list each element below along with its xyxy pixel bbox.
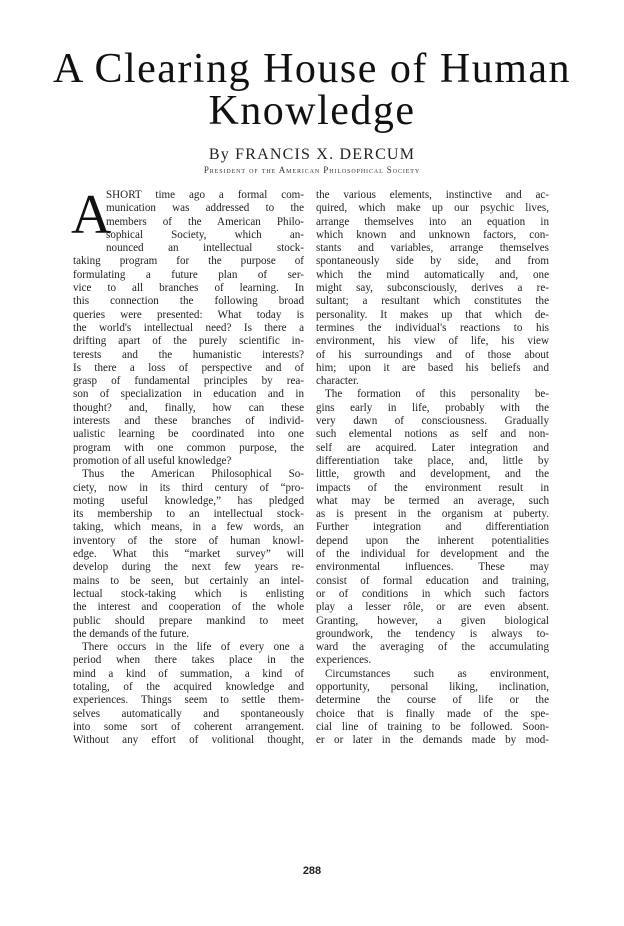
text-line: cial line of training to be followed. Soon- — [316, 720, 549, 733]
text-line: munication was addressed to the — [106, 202, 304, 215]
text-line: stants and variables, arrange themselves — [316, 242, 549, 255]
text-line: queries were presented: What today is — [73, 308, 304, 321]
text-line: character. — [316, 375, 359, 388]
text-line: determine the course of life or the — [316, 694, 549, 707]
text-line: SHORT time ago a formal com- — [106, 189, 304, 201]
text-line: environment, his view of life, his view — [316, 335, 549, 348]
text-line: its membership to an intellectual stock- — [73, 508, 304, 521]
page-number: 288 — [302, 865, 322, 877]
text-line: might say, subconsciously, derives a re- — [316, 282, 549, 295]
text-line: lectual stock-taking which is enlisting — [73, 587, 304, 600]
text-line: Thus the American Philosophical So- — [82, 468, 304, 481]
text-line: him; upon it are based his beliefs and — [316, 361, 549, 374]
text-line: moting useful knowledge,” has pledged — [73, 494, 304, 507]
text-line: groundwork, the tendency is always to- — [316, 627, 549, 640]
text-line: selves automatically and spontaneously — [73, 707, 304, 720]
text-line: self are acquired. Later integration and — [316, 441, 549, 454]
text-line: the world's intellectual need? Is there a — [73, 321, 304, 334]
text-line: taking program for the purpose of — [73, 255, 304, 268]
text-line: formulating a future plan of ser- — [73, 268, 304, 281]
text-line: what may be termed an average, such — [316, 494, 549, 507]
text-line: promotion of all useful knowledge? — [73, 454, 232, 467]
text-line: such elemental notions as self and non- — [316, 428, 549, 441]
text-line: choice that is finally made of the spe- — [316, 707, 549, 720]
text-line: members of the American Philo- — [106, 215, 304, 228]
text-line: son of specialization in education and in — [73, 388, 304, 401]
text-line: the various elements, instinctive and ac- — [316, 189, 549, 201]
text-line: very dawn of consciousness. Gradually — [316, 415, 549, 428]
text-line: mind a kind of summation, a kind of — [73, 667, 304, 680]
text-line: terests and the humanistic interests? — [73, 348, 304, 361]
text-line: vice to all branches of learning. In — [73, 282, 304, 295]
text-line: taking, which means, in a few words, an — [73, 521, 304, 534]
text-line: of his surroundings and of those about — [316, 348, 549, 361]
text-line: sultant; a resultant which constitutes the — [316, 295, 549, 308]
text-line: gins early in life, probably with the — [316, 401, 549, 414]
text-line: into some sort of coherent arrangement. — [73, 720, 304, 733]
text-line: ualistic learning be coordinated into one — [73, 428, 304, 441]
text-line: mains to be seen, but certainly an intel- — [73, 574, 304, 587]
text-line: personality. It makes up that which de- — [316, 308, 549, 321]
text-line: environmental influences. These may — [316, 561, 549, 574]
text-line: Further integration and differentiation — [316, 521, 549, 534]
left-text-column — [71, 184, 304, 747]
text-line: or of conditions in which such factors — [316, 587, 549, 600]
text-line: totaling, of the acquired knowledge and — [73, 680, 304, 693]
text-line: opportunity, personal liking, inclination, — [316, 680, 549, 693]
text-line: little, growth and development, and the — [316, 468, 549, 481]
text-line: public should prepare mankind to meet — [73, 614, 304, 627]
text-line: grasp of fundamental principles by rea- — [73, 375, 304, 388]
article-title-line-1: A Clearing House of Human — [52, 46, 572, 92]
author-byline: By FRANCIS X. DERCUM — [208, 146, 416, 163]
text-line: as is present in the organism at puberty. — [316, 508, 549, 521]
text-line: edge. What this “market survey” will — [73, 548, 304, 561]
text-line: which the mind automatically and, one — [316, 268, 549, 281]
text-line: the demands of the future. — [73, 627, 190, 640]
text-line: er or later in the demands made by mod- — [316, 734, 549, 747]
text-line: develop during the next few years re- — [73, 561, 304, 574]
text-line: Granting, however, a given biological — [316, 614, 549, 627]
text-line: differentiation take place, and, little by — [316, 454, 549, 467]
text-line: Without any effort of volitional thought, — [73, 734, 304, 747]
text-line: arrange themselves into an equation in — [316, 215, 549, 228]
text-line: program with one common purpose, the — [73, 441, 304, 454]
right-text-column — [316, 189, 549, 747]
text-line: the interest and cooperation of the whole — [73, 601, 304, 614]
text-line: sophical Society, which an- — [106, 228, 304, 241]
text-line: period when there takes place in the — [73, 654, 304, 667]
author-affiliation: President of the American Philosophical Society — [203, 165, 421, 175]
text-line: impacts of the environment result in — [316, 481, 549, 494]
text-line: The formation of this personality be- — [325, 388, 549, 401]
drop-cap-letter: A — [71, 184, 112, 246]
text-line: this connection the following broad — [73, 295, 304, 308]
text-line: inventory of the store of human knowl- — [73, 534, 304, 547]
text-line: nounced an intellectual stock- — [106, 242, 304, 255]
text-line: quired, which make up our psychic lives, — [316, 202, 549, 215]
text-line: ciety, now in its third century of “pro- — [73, 481, 304, 494]
text-line: spontaneously side by side, and from — [316, 255, 549, 268]
text-line: drifting apart of the purely scientific in- — [73, 335, 304, 348]
article-title-line-2: Knowledge — [208, 88, 416, 134]
text-line: interests and these branches of individ- — [73, 415, 304, 428]
text-line: of the individual for development and the — [316, 548, 549, 561]
text-line: which known and unknown factors, con- — [316, 228, 549, 241]
text-line: Circumstances such as environment, — [325, 667, 549, 680]
text-line: play a lesser rôle, or are even absent. — [316, 601, 549, 614]
text-line: thought? and, finally, how can these — [73, 401, 304, 414]
text-line: There occurs in the life of every one a — [82, 641, 304, 654]
text-line: experiences. — [316, 654, 372, 667]
text-line: experiences. Things seem to settle them- — [73, 694, 304, 707]
text-line: termines the individual's reactions to his — [316, 321, 549, 334]
text-line: ward the averaging of the accumulating — [316, 641, 549, 654]
text-line: Is there a loss of perspective and of — [73, 361, 304, 374]
text-line: depend upon the inherent potentialities — [316, 534, 549, 547]
text-line: consist of formal education and training, — [316, 574, 549, 587]
